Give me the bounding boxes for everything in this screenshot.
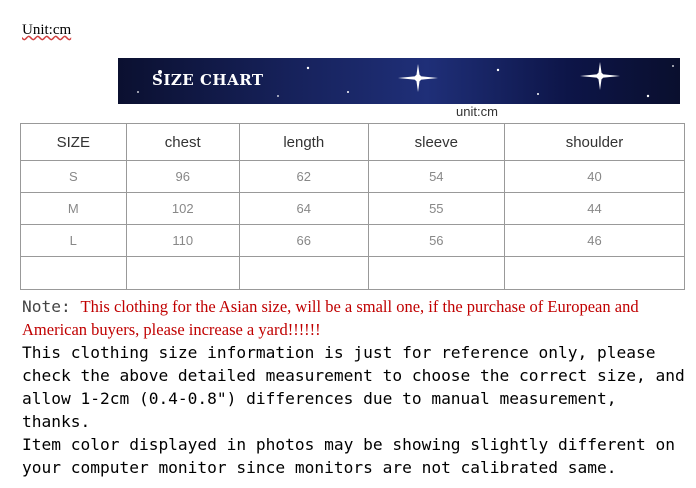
unit-label-table: unit:cm (456, 104, 498, 119)
notes-block (22, 295, 690, 479)
table-header-row (21, 124, 685, 161)
star (347, 91, 349, 93)
table-cell: L (21, 225, 127, 257)
table-cell (21, 257, 127, 290)
table-row (21, 193, 685, 225)
star (307, 67, 309, 69)
table-cell: 56 (368, 225, 504, 257)
header-size: SIZE (21, 124, 127, 161)
star (537, 93, 539, 95)
star (497, 69, 499, 71)
table-cell: S (21, 161, 127, 193)
table-cell: M (21, 193, 127, 225)
table-cell: 64 (239, 193, 368, 225)
table-cell: 46 (504, 225, 684, 257)
table-row-empty (21, 257, 685, 290)
table-cell: 54 (368, 161, 504, 193)
table-row (21, 161, 685, 193)
table-cell: 96 (126, 161, 239, 193)
banner-title: SIZE CHART (152, 71, 264, 89)
size-chart-banner (118, 58, 680, 104)
star (647, 95, 649, 97)
table-cell (126, 257, 239, 290)
table-cell: 66 (239, 225, 368, 257)
table-cell: 102 (126, 193, 239, 225)
star (672, 65, 674, 67)
table-cell: 40 (504, 161, 684, 193)
header-chest: chest (126, 124, 239, 161)
table-row (21, 225, 685, 257)
star-sparkle (580, 74, 620, 78)
note-color: Item color displayed in photos may be showing slightly different on your computer monitor since monitors are not calibrated same. (22, 435, 675, 477)
star-sparkle (398, 76, 438, 80)
note-asian-size (22, 295, 690, 341)
table-cell: 44 (504, 193, 684, 225)
size-table (20, 123, 685, 290)
table-cell (239, 257, 368, 290)
note-label: Note: (22, 297, 71, 316)
table-cell (504, 257, 684, 290)
unit-label-top: Unit:cm (22, 22, 72, 38)
star (277, 95, 279, 97)
table-cell: 62 (239, 161, 368, 193)
header-length: length (239, 124, 368, 161)
table-cell (368, 257, 504, 290)
note-asian-size-text: This clothing for the Asian size, will be a small one, if the purchase of European and American buyers, please increase a yard!!!!!! (22, 297, 639, 339)
table-cell: 55 (368, 193, 504, 225)
header-sleeve: sleeve (368, 124, 504, 161)
header-shoulder: shoulder (504, 124, 684, 161)
note-reference: This clothing size information is just for reference only, please check the above detailed measurement to choose the correct size, and allow 1-2cm (0.4-0.8") differences due to manual measurement, thanks. (22, 343, 685, 431)
table-cell: 110 (126, 225, 239, 257)
star (137, 91, 139, 93)
